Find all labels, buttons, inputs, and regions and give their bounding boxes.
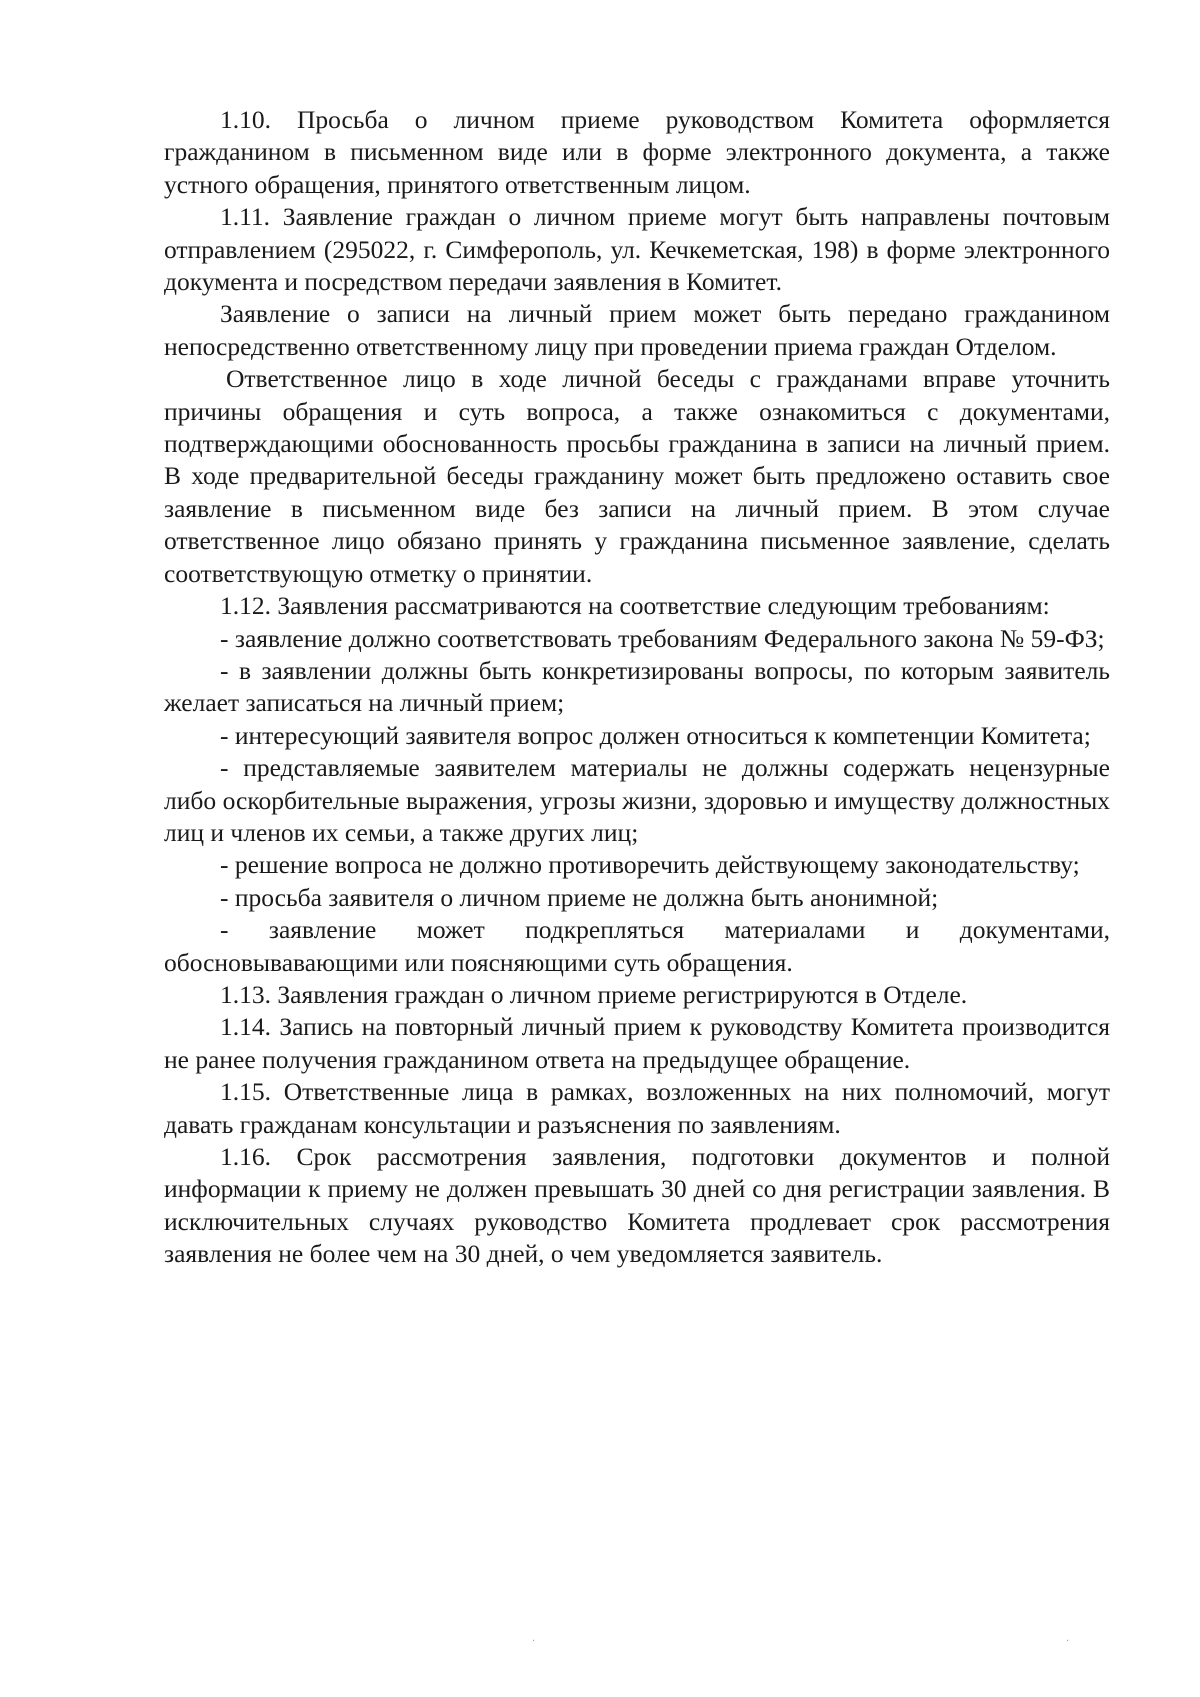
requirement-item: - заявление должно соответствовать требованиям Федерального закона № 59-ФЗ; bbox=[220, 623, 1105, 653]
paragraph-1-12: 1.12. Заявления рассматриваются на соответствие следующим требованиям: bbox=[220, 591, 1050, 621]
paragraph-responsible-person: Ответственное лицо в ходе личной беседы с гражданами вправе уточнить причины обращения и суть вопроса, а также ознакомиться с документами, подтверждающими обоснованность просьбы гражданина в записи на личный прием. В ходе предварительной беседы гражданину может быть предложено оставить свое заявление в письменном виде без записи на личный прием. В этом случае ответственное лицо обязано принять у гражданина письменное заявление, сделать соответствующую отметку о принятии. bbox=[164, 364, 1110, 588]
requirement-item: - в заявлении должны быть конкретизированы вопросы, по которым заявитель желает записаться на личный прием; bbox=[164, 655, 1110, 718]
requirement-item: - интересующий заявителя вопрос должен относиться к компетенции Комитета; bbox=[220, 720, 1091, 750]
document-body bbox=[164, 104, 1110, 1271]
paragraph-1-10: 1.10. Просьба о личном приеме руководством Комитета оформляется гражданином в письменном виде или в форме электронного документа, а также устного обращения, принятого ответственным лицом. bbox=[164, 105, 1110, 199]
scan-artifact: · bbox=[532, 1636, 536, 1647]
requirement-item: - заявление может подкрепляться материалами и документами, обосновывавающими или поясняющими суть обращения. bbox=[164, 915, 1110, 977]
requirement-item: - представляемые заявителем материалы не должны содержать нецензурные либо оскорбительные выражения, угрозы жизни, здоровью и имуществу должностных лиц и членов их семьи, а также других лиц; bbox=[164, 753, 1110, 847]
paragraph-1-16: 1.16. Срок рассмотрения заявления, подготовки документов и полной информации к приему не должен превышать 30 дней со дня регистрации заявления. В исключительных случаях руководство Комитета продлевает срок рассмотрения заявления не более чем на 30 дней, о чем уведомляется заявитель. bbox=[164, 1142, 1110, 1269]
paragraph-1-11: 1.11. Заявление граждан о личном приеме могут быть направлены почтовым отправлением (295022, г. Симферополь, ул. Кечкеметская, 198) в форме электронного документа и посредством передачи заявления в Комитет. bbox=[164, 202, 1110, 297]
paragraph-1-15: 1.15. Ответственные лица в рамках, возложенных на них полномочий, могут давать гражданам консультации и разъяснения по заявлениям. bbox=[164, 1077, 1110, 1139]
requirement-item: - решение вопроса не должно противоречить действующему законодательству; bbox=[220, 850, 1080, 880]
scan-artifact: · bbox=[1066, 1636, 1070, 1647]
paragraph-transfer: Заявление о записи на личный прием может быть передано гражданином непосредственно ответственному лицу при проведении приема граждан Отделом. bbox=[164, 299, 1110, 361]
paragraph-1-14: 1.14. Запись на повторный личный прием к руководству Комитета производится не ранее получения гражданином ответа на предыдущее обращение. bbox=[164, 1012, 1110, 1074]
requirement-item: - просьба заявителя о личном приеме не должна быть анонимной; bbox=[220, 882, 939, 912]
paragraph-1-13: 1.13. Заявления граждан о личном приеме регистрируются в Отделе. bbox=[220, 979, 968, 1009]
